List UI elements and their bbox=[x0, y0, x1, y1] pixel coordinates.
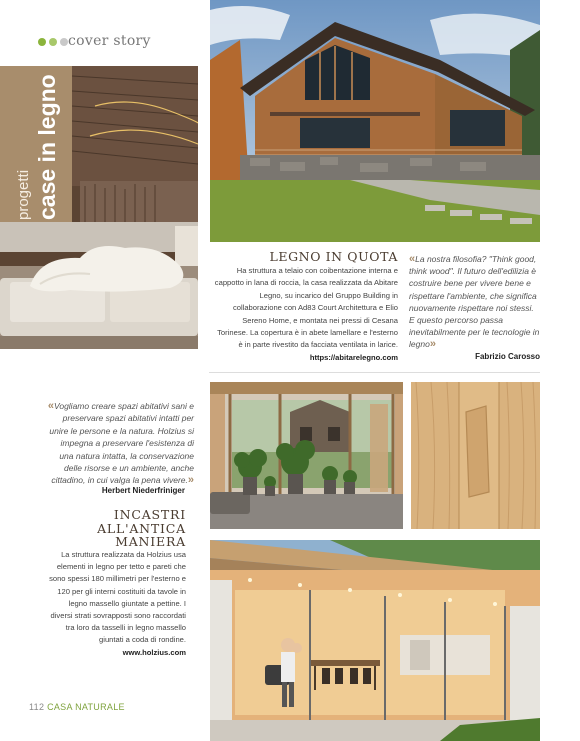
article-body-text: La struttura realizzata da Holzius usa elementi in legno per tetto e pareti che sono spessi 180 millimetri per l'esterno e 120 per gli interni costituiti da tavole in legno massello giuntate a pettine. I diversi strati sovrapposti sono raccordati tra loro da tasselli in legno massello giuntati a coda di rondine. bbox=[49, 550, 186, 645]
wood-joint-photo bbox=[411, 382, 540, 529]
dot-2 bbox=[49, 38, 57, 46]
abitarelegno-link[interactable]: https://abitarelegno.com bbox=[309, 352, 398, 362]
section-label: cover story bbox=[68, 33, 151, 49]
chalet-photo bbox=[210, 0, 540, 242]
pull-quote-carosso bbox=[409, 253, 541, 351]
category-tab-title: case in legno bbox=[34, 74, 60, 220]
quote-author-carosso: Fabrizio Carosso bbox=[475, 352, 540, 361]
quote-open-icon: « bbox=[47, 400, 54, 412]
dot-1 bbox=[38, 38, 46, 46]
pull-quote-text: Vogliamo creare spazi abitativi sani e preservare spazi abitativi intatti per unire le persone e la natura. Holzius si impegna a preservare l'esistenza di una natura intatta, la conservazione delle risorse e un ambiente, anche cittadino, in cui valga la pena vivere. bbox=[49, 401, 194, 486]
holzius-link[interactable]: www.holzius.com bbox=[122, 647, 186, 657]
heading-line: ALL'ANTICA bbox=[97, 520, 186, 536]
heading-line: INCASTRI bbox=[113, 507, 186, 522]
quote-open-icon: « bbox=[409, 253, 416, 265]
page-number: 112 bbox=[29, 702, 45, 712]
article-heading-legno-in-quota: LEGNO IN QUOTA bbox=[269, 249, 398, 264]
magazine-name: CASA NATURALE bbox=[47, 702, 125, 712]
quote-close-icon: » bbox=[429, 338, 436, 351]
category-tab-subtitle: progetti bbox=[15, 169, 32, 220]
interior-plants-photo bbox=[210, 382, 403, 529]
article-heading-incastri bbox=[80, 508, 186, 549]
heading-line: MANIERA bbox=[115, 534, 186, 549]
article-body-incastri bbox=[46, 549, 186, 659]
glass-house-photo bbox=[210, 540, 540, 741]
article-body-legno-in-quota bbox=[213, 265, 398, 364]
pull-quote-niederfriniger bbox=[46, 400, 194, 487]
article-body-text: Ha struttura a telaio con coibentazione interna e cappotto in lana di roccia, la casa realizzata da Abitare Legno, su incarico del Gruppo Building in collaborazione con Ad83 Court Architettura e Elio Sereno Home, e montata nei pressi di Cesana Torinese. La copertura è in abete lamellare e l'esterno è in parte rivestito da facciata ventilata in larice. bbox=[214, 266, 398, 350]
pull-quote-text: La nostra filosofia? "Think good, think wood". Il futuro dell'edilizia è costruire bene per vivere bene e rispettare l'ambiente, che significa nuovamente rispettare noi stessi. E questo percorso passa inevitabilmente per le tecnologie in legno bbox=[409, 254, 540, 350]
section-dots bbox=[38, 38, 68, 46]
divider bbox=[209, 372, 540, 373]
quote-author-niederfriniger: Herbert Niederfriniger bbox=[101, 486, 185, 495]
dot-3 bbox=[60, 38, 68, 46]
quote-close-icon: » bbox=[187, 474, 194, 487]
page-footer bbox=[29, 702, 125, 712]
